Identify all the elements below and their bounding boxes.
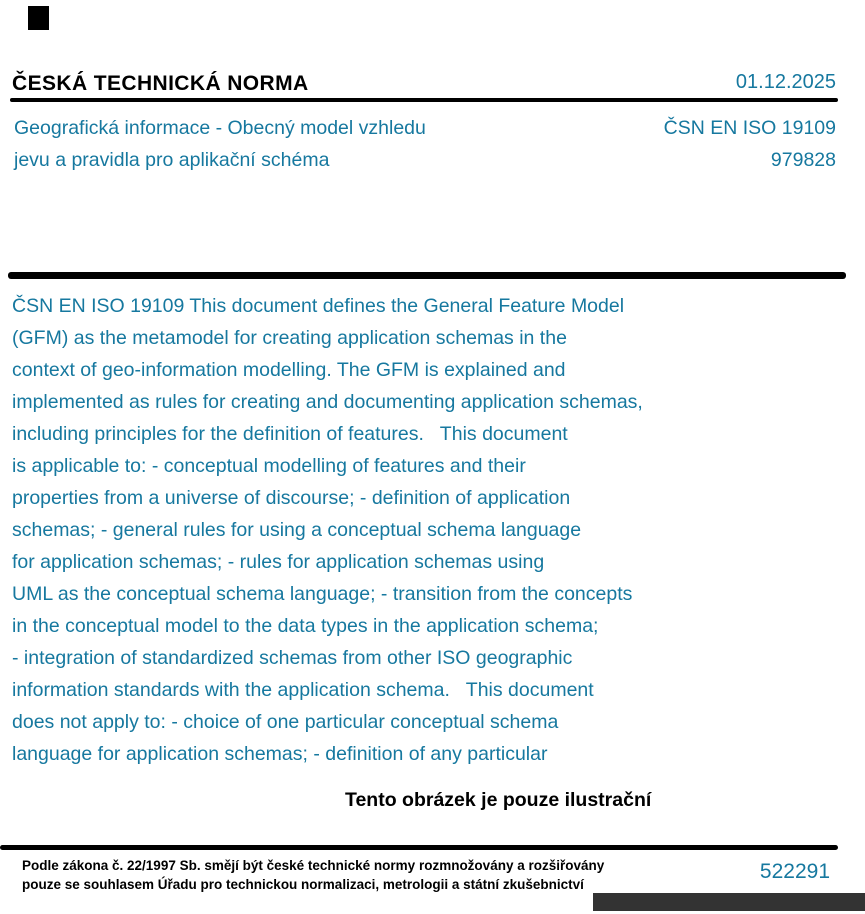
illustrative-watermark: Tento obrázek je pouze ilustrační [345,789,652,811]
footer-legal-line2: pouze se souhlasem Úřadu pro technickou normalizaci, metrologii a státní zkušebnictví [22,876,584,892]
abstract-line: including principles for the definition of features. This document [12,423,568,445]
catalog-number: 979828 [770,149,836,171]
page-title: ČESKÁ TECHNICKÁ NORMA [12,72,309,95]
abstract-line: (GFM) as the metamodel for creating application schemas in the [12,327,567,349]
standard-code: ČSN EN ISO 19109 [663,117,836,139]
abstract-line: context of geo-information modelling. The GFM is explained and [12,359,566,381]
footer-rule [0,845,838,850]
logo-block [28,6,49,30]
abstract-text [12,290,822,770]
footer-legal-notice [22,857,604,894]
abstract-line: is applicable to: - conceptual modelling of features and their [12,455,526,477]
standard-reference [664,112,836,176]
issue-date: 01.12.2025 [735,71,836,93]
abstract-line: information standards with the application schema. This document [12,679,594,701]
abstract-line: in the conceptual model to the data types in the application schema; [12,615,599,637]
standard-title-line1: Geografická informace - Obecný model vzhledu [14,117,426,139]
footer-legal-line1: Podle zákona č. 22/1997 Sb. smějí být české technické normy rozmnožovány a rozšiřovány [22,858,605,873]
standard-title-line2: jevu a pravidla pro aplikační schéma [14,149,330,171]
abstract-line: for application schemas; - rules for application schemas using [12,551,545,573]
abstract-line: - integration of standardized schemas from other ISO geographic [12,647,573,669]
document-number: 522291 [759,860,830,883]
abstract-line: UML as the conceptual schema language; - transition from the concepts [12,583,633,605]
abstract-line: does not apply to: - choice of one particular conceptual schema [12,711,559,733]
barcode-redaction-bar [593,893,865,911]
abstract-line: implemented as rules for creating and documenting application schemas, [12,391,643,413]
abstract-line: language for application schemas; - definition of any particular [12,743,548,765]
abstract-line: ČSN EN ISO 19109 This document defines the General Feature Model [12,295,625,317]
header-rule [10,98,838,102]
standard-title [14,112,426,176]
section-rule [8,272,846,279]
abstract-line: schemas; - general rules for using a conceptual schema language [12,519,582,541]
abstract-line: properties from a universe of discourse; - definition of application [12,487,571,509]
